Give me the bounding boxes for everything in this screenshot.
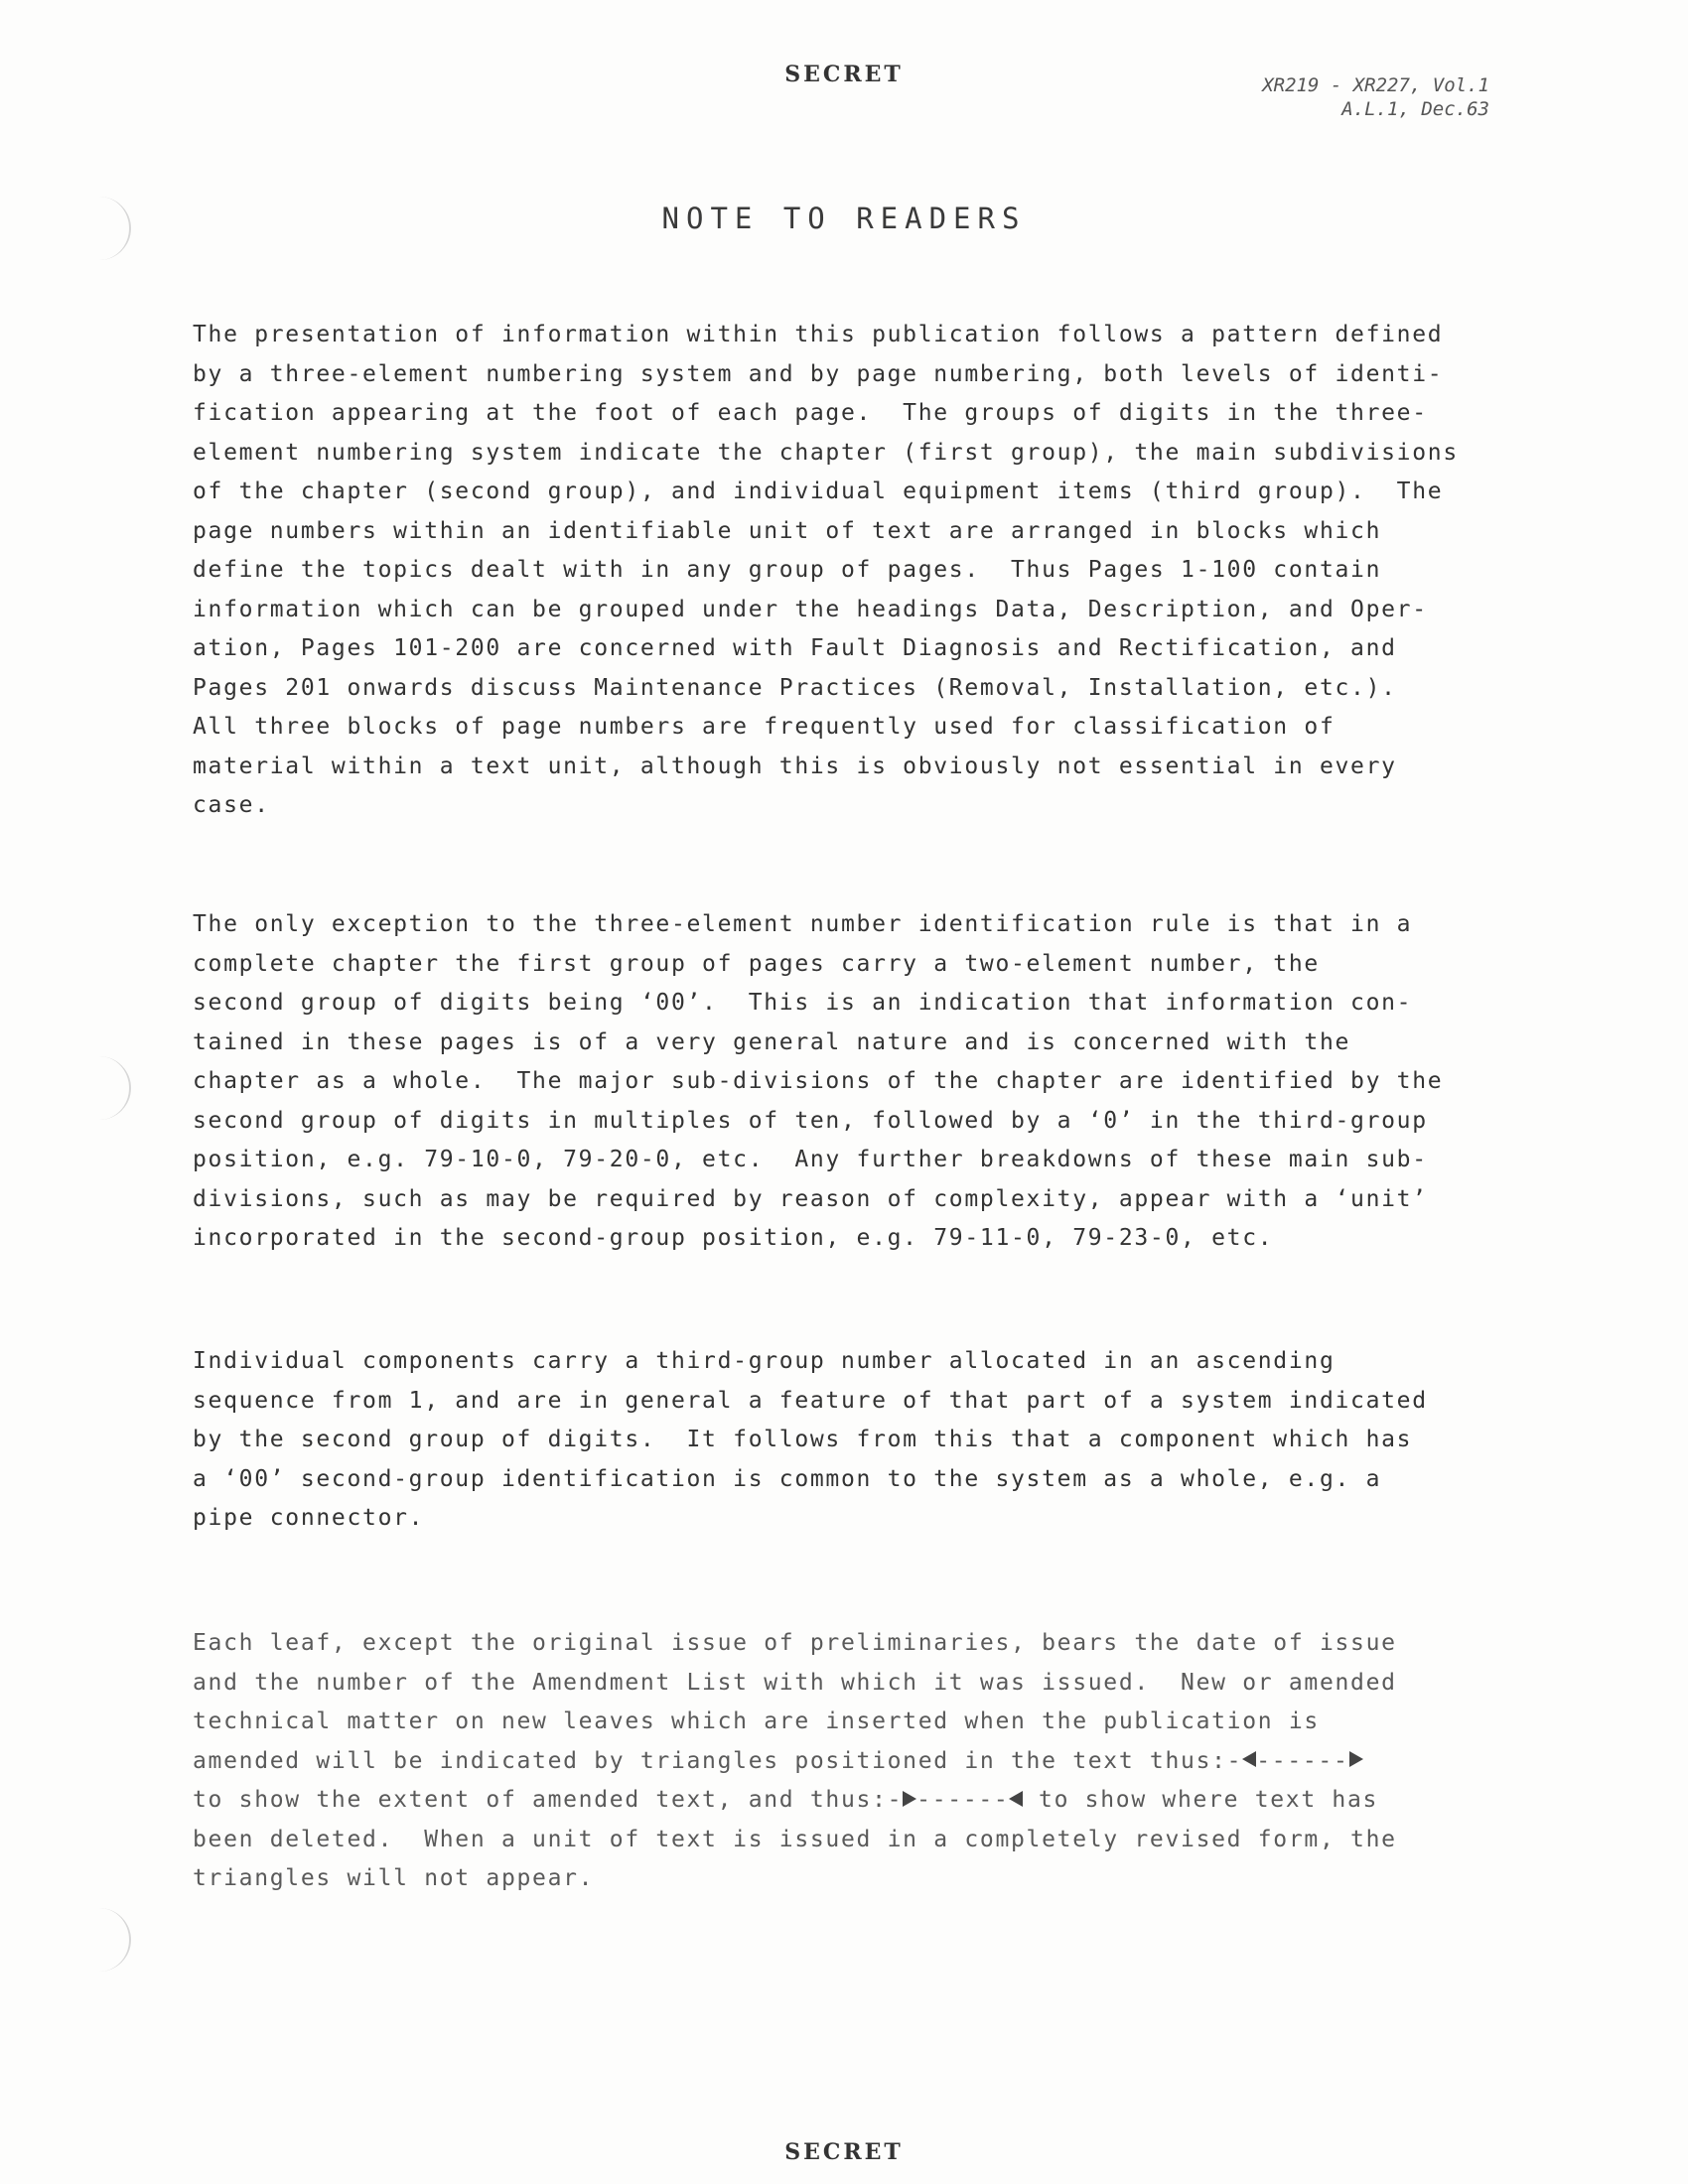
text-line: page numbers within an identifiable unit of text are arranged in blocks which (193, 517, 1382, 544)
text-segment: to show the extent of amended text, and thus:- (193, 1787, 904, 1813)
text-line: position, e.g. 79-10-0, 79-20-0, etc. Any further breakdowns of these main sub- (193, 1147, 1428, 1172)
text-line: incorporated in the second-group position, e.g. 79-11-0, 79-23-0, etc. (193, 1225, 1274, 1251)
page-title: NOTE TO READERS (661, 202, 1027, 235)
reference-line: A.L.1, Dec.63 (1341, 98, 1489, 120)
triangle-right-icon (1349, 1751, 1363, 1767)
text-line: fication appearing at the foot of each page. The groups of digits in the three- (193, 400, 1428, 426)
text-segment: to show where text has (1039, 1787, 1379, 1813)
paragraph-numbering-system (193, 316, 1523, 826)
document-reference (1262, 73, 1489, 121)
text-line: case. (193, 792, 270, 818)
triangle-left-icon (1242, 1751, 1256, 1767)
text-line: pipe connector. (193, 1505, 425, 1531)
text-line: complete chapter the first group of pages carry a two-element number, the (193, 950, 1320, 977)
text-line: The only exception to the three-element number identification rule is that in a (193, 911, 1413, 937)
text-line: Pages 201 onwards discuss Maintenance Practices (Removal, Installation, etc.). (193, 674, 1397, 701)
text-line: information which can be grouped under the headings Data, Description, and Oper- (193, 596, 1428, 622)
classification-footer: SECRET (784, 2139, 904, 2165)
text-line: Each leaf, except the original issue of preliminaries, bears the date of issue (193, 1630, 1397, 1656)
text-segment: amended will be indicated by triangles positioned in the text thus:- (193, 1747, 1243, 1774)
reference-line: XR219 - XR227, Vol.1 (1262, 74, 1489, 96)
triangle-right-icon (903, 1791, 916, 1807)
paragraph-amendments (193, 1624, 1523, 1899)
punch-hole-mark (89, 1056, 131, 1120)
text-line: and the number of the Amendment List with which it was issued. New or amended (193, 1669, 1397, 1696)
text-line: define the topics dealt with in any group of pages. Thus Pages 1-100 contain (193, 557, 1382, 583)
text-line: material within a text unit, although this is obviously not essential in every (193, 752, 1397, 779)
text-line: Individual components carry a third-group number allocated in an ascending (193, 1348, 1336, 1374)
triangle-left-icon (1009, 1791, 1023, 1807)
text-line: second group of digits in multiples of ten, followed by a ‘0’ in the third-group (193, 1107, 1428, 1134)
dash-segment: ------ (916, 1787, 1010, 1813)
text-line: The presentation of information within this publication follows a pattern defined (193, 322, 1444, 347)
text-line: a ‘00’ second-group identification is common to the system as a whole, e.g. a (193, 1465, 1382, 1492)
text-line: tained in these pages is of a very general nature and is concerned with the (193, 1028, 1351, 1055)
text-line: chapter as a whole. The major sub-divisions of the chapter are identified by the (193, 1068, 1444, 1094)
text-line: second group of digits being ‘00’. This is an indication that information con- (193, 990, 1413, 1016)
text-line: by a three-element numbering system and by page numbering, both levels of identi- (193, 360, 1444, 387)
text-line: by the second group of digits. It follows from this that a component which has (193, 1427, 1413, 1452)
text-line-with-markers (193, 1742, 1523, 1782)
text-line: been deleted. When a unit of text is issued in a completely revised form, the (193, 1826, 1397, 1852)
paragraph-exception-rule (193, 905, 1523, 1259)
text-line: triangles will not appear. (193, 1865, 595, 1891)
text-line: divisions, such as may be required by reason of complexity, appear with a ‘unit’ (193, 1185, 1428, 1212)
punch-hole-mark (89, 1908, 131, 1972)
text-line: element numbering system indicate the chapter (first group), the main subdivisions (193, 439, 1459, 466)
dash-segment: ------ (1256, 1747, 1349, 1774)
text-line: technical matter on new leaves which are inserted when the publication is (193, 1708, 1320, 1734)
classification-header: SECRET (784, 62, 904, 87)
text-line: of the chapter (second group), and individual equipment items (third group). The (193, 478, 1444, 504)
text-line: ation, Pages 101-200 are concerned with Fault Diagnosis and Rectification, and (193, 635, 1397, 661)
text-line: sequence from 1, and are in general a feature of that part of a system indicated (193, 1387, 1428, 1414)
text-line-with-markers (193, 1781, 1523, 1821)
text-line: All three blocks of page numbers are frequently used for classification of (193, 714, 1336, 740)
paragraph-components (193, 1342, 1523, 1539)
